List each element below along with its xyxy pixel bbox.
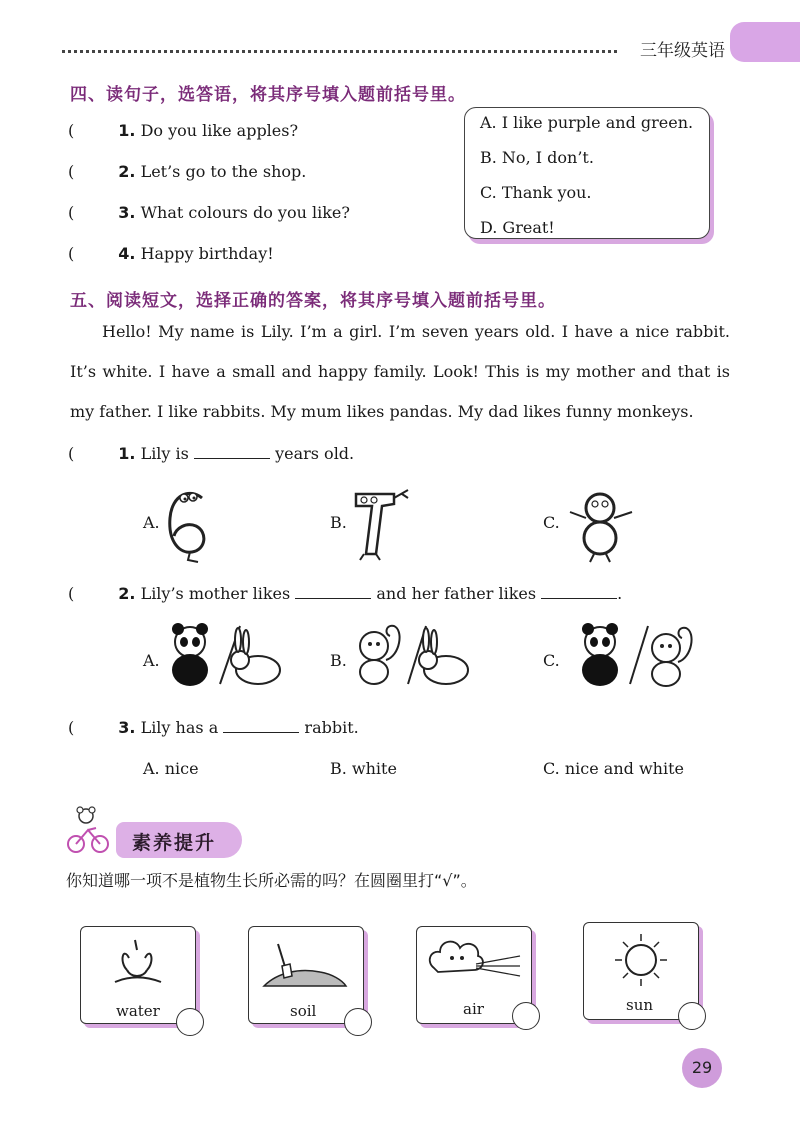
sun-icon xyxy=(608,930,674,990)
header-tab-decoration xyxy=(730,22,800,62)
literacy-question: 你知道哪一项不是植物生长所必需的吗？在圆圈里打“√”。 xyxy=(66,871,477,890)
card-soil-label: soil xyxy=(290,1002,317,1020)
option-d: D. Great! xyxy=(480,218,555,237)
s5-question-3: ( 3. Lily has a rabbit. xyxy=(68,718,359,737)
answer-blank xyxy=(194,444,270,459)
card-air-label: air xyxy=(463,1000,484,1018)
monkey-rabbit-icon xyxy=(346,620,476,692)
bear-bicycle-icon xyxy=(66,804,110,854)
q2-choice-a-label: A. xyxy=(143,651,160,670)
answer-circle-soil[interactable] xyxy=(344,1008,372,1036)
answer-blank xyxy=(295,584,371,599)
water-splash-icon xyxy=(105,936,169,994)
option-c: C. Thank you. xyxy=(480,183,592,202)
section4-title: 四、读句子，选答语，将其序号填入题前括号里。 xyxy=(70,85,466,105)
answer-circle-sun[interactable] xyxy=(678,1002,706,1030)
number-seven-icon xyxy=(346,484,416,564)
s4-question-1: ( 1. Do you like apples? xyxy=(68,121,299,140)
q2-choice-c-label: C. xyxy=(543,651,560,670)
page-number: 29 xyxy=(682,1048,722,1088)
s4-question-4: ( 4. Happy birthday! xyxy=(68,244,274,263)
reading-passage: Hello! My name is Lily. I’m a girl. I’m seven years old. I have a nice rabbit. It’s white. I have a small and happy family. Look! This is my mother and that is my father. I like rabbits. My mum likes pandas. My dad likes funny monkeys. xyxy=(70,322,730,421)
header-title: 三年级英语 xyxy=(640,41,725,61)
header-dotted-rule xyxy=(62,50,617,53)
q3-choice-c: C. nice and white xyxy=(543,759,684,778)
q3-choice-a: A. nice xyxy=(143,759,199,778)
q1-choice-a-label: A. xyxy=(143,513,160,532)
card-sun-label: sun xyxy=(626,996,654,1014)
answer-blank xyxy=(541,584,617,599)
s5-question-1: ( 1. Lily is years old. xyxy=(68,444,355,463)
s5-question-2: ( 2. Lily’s mother likes and her father likes . xyxy=(68,584,623,603)
number-six-icon xyxy=(160,484,220,564)
literacy-banner-text: 素养提升 xyxy=(132,832,217,854)
answer-blank xyxy=(223,718,299,733)
number-eight-icon xyxy=(562,484,642,564)
wind-cloud-icon xyxy=(424,934,524,990)
q3-choice-b: B. white xyxy=(330,759,397,778)
q1-choice-b-label: B. xyxy=(330,513,347,532)
s4-question-2: ( 2. Let’s go to the shop. xyxy=(68,162,307,181)
soil-shovel-icon xyxy=(260,940,350,994)
answer-circle-water[interactable] xyxy=(176,1008,204,1036)
q1-choice-c-label: C. xyxy=(543,513,560,532)
panda-monkey-icon xyxy=(570,620,700,692)
q2-choice-b-label: B. xyxy=(330,651,347,670)
option-a: A. I like purple and green. xyxy=(480,113,694,132)
option-b: B. No, I don’t. xyxy=(480,148,594,167)
s4-question-3: ( 3. What colours do you like? xyxy=(68,203,350,222)
panda-rabbit-icon xyxy=(160,620,290,692)
answer-circle-air[interactable] xyxy=(512,1002,540,1030)
card-water-label: water xyxy=(116,1002,160,1020)
section5-title: 五、阅读短文，选择正确的答案，将其序号填入题前括号里。 xyxy=(70,291,556,311)
